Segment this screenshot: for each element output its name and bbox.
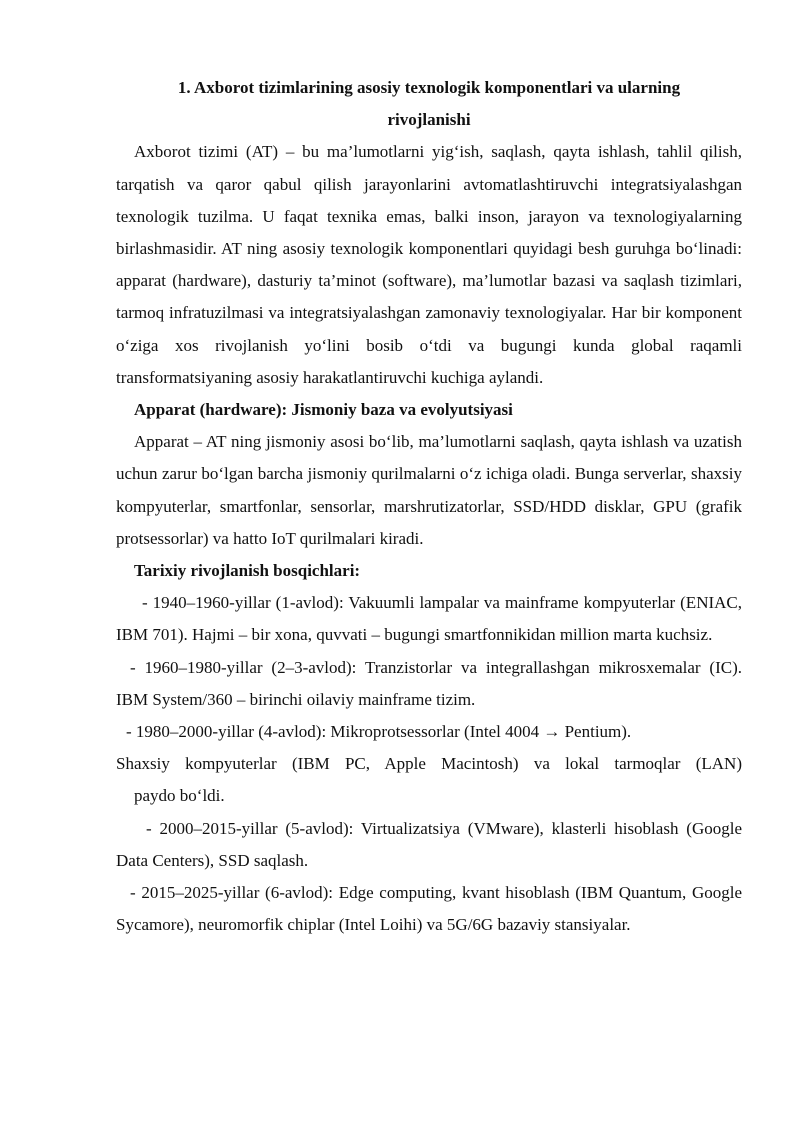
section-hardware-title: Apparat (hardware): Jismoniy baza va evolyutsiyasi	[134, 400, 513, 420]
history-item-3-cont: Shaxsiy kompyuterlar (IBM PC, Apple Macintosh) va lokal tarmoqlar (LAN)	[116, 754, 742, 774]
heading-line-1: 1. Axborot tizimlarining asosiy texnologik komponentlari va ularning	[177, 78, 681, 97]
history-item-3-end: paydo bo‘ldi.	[134, 786, 225, 806]
intro-paragraph: Axborot tizimi (AT) – bu ma’lumotlarni yig‘ish, saqlash, qayta ishlash, tahlil qilish, tarqatish va qaror qabul qilish jarayonlarini avtomatlashtiruvchi integratsiyalashgan texnologik tuzilma. U faqat texnika emas, balki inson, jarayon va texnologiyalarning birlashmasidir. AT ning asosiy texnologik komponentlari quyidagi besh guruhga bo‘linadi: apparat (hardware), dasturiy ta’minot (software), ma’lumotlar bazasi va saqlash tizimlari, tarmoq infratuzilmasi va integratsiyalashgan zamonaviy texnologiyalar. Har bir komponent o‘ziga xos rivojlanish yo‘lini bosib o‘tdi va bugungi kunda global raqamli transformatsiyaning asosiy harakatlantiruvchi kuchiga aylandi.	[116, 142, 742, 387]
history-item-4: - 2000–2015-yillar (5-avlod): Virtualizatsiya (VMware), klasterli hisoblash (Google Data Centers), SSD saqlash.	[116, 818, 742, 870]
section-hardware-body: Apparat – AT ning jismoniy asosi bo‘lib, ma’lumotlarni saqlash, qayta ishlash va uzatish uchun zarur bo‘lgan barcha jismoniy qurilmalarni o‘z ichiga oladi. Bunga serverlar, shaxsiy kompyuterlar, smartfonlar, sensorlar, marshrutizatorlar, SSD/HDD disklar, GPU (grafik protsessorlar) va hatto IoT qurilmalari kiradi.	[116, 432, 742, 548]
history-item-3: - 1980–2000-yillar (4-avlod): Mikroprotsessorlar (Intel 4004 → Pentium).	[126, 722, 632, 742]
history-item-1: - 1940–1960-yillar (1-avlod): Vakuumli lampalar va mainframe kompyuterlar (ENIAC, IBM 701). Hajmi – bir xona, quvvati – bugungi smartfonnikidan million marta kuchsiz.	[116, 593, 742, 645]
history-item-2: - 1960–1980-yillar (2–3-avlod): Tranzistorlar va integrallashgan mikrosxemalar (IC). IBM System/360 – birinchi oilaviy mainframe tizim.	[116, 657, 742, 709]
heading-line-2: rivojlanishi	[387, 110, 471, 130]
history-item-5: - 2015–2025-yillar (6-avlod): Edge computing, kvant hisoblash (IBM Quantum, Google Sycamore), neuromorfik chiplar (Intel Loihi) va 5G/6G bazaviy stansiyalar.	[116, 883, 742, 935]
history-title: Tarixiy rivojlanish bosqichlari:	[134, 561, 361, 581]
